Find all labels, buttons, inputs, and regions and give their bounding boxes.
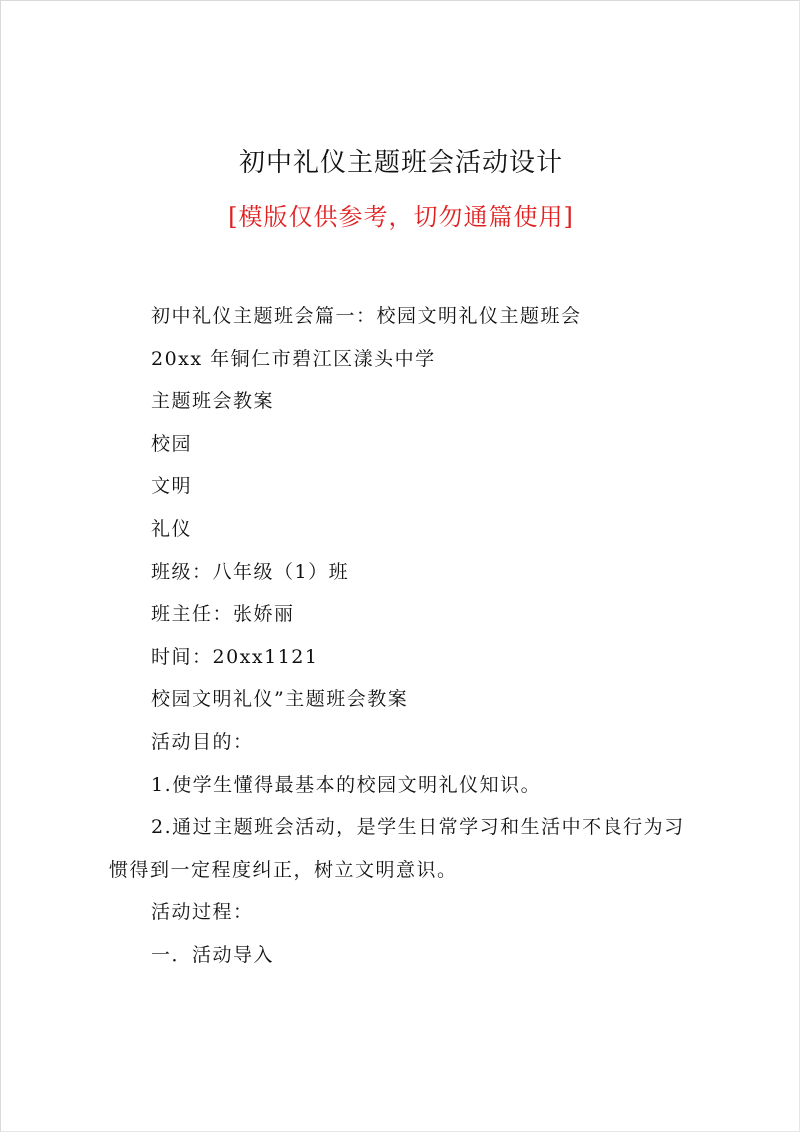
paragraph: 一．活动导入: [151, 943, 275, 966]
document-title: 初中礼仪主题班会活动设计: [238, 148, 563, 178]
paragraph-line: 2.通过主题班会活动，是学生日常学习和生活中不良行为习: [151, 816, 685, 839]
document-body: [109, 297, 711, 979]
paragraph: 时间：20xx1121: [151, 645, 319, 668]
paragraph: 主题班会教案: [151, 390, 275, 413]
paragraph: 初中礼仪主题班会篇一：校园文明礼仪主题班会: [151, 305, 582, 327]
paragraph: 活动过程：: [151, 901, 254, 924]
document-subtitle: [模版仅供参考，切勿通篇使用]: [228, 203, 574, 231]
paragraph-line-continued: 惯得到一定程度纠正，树立文明意识。: [109, 858, 458, 881]
paragraph: 活动目的：: [151, 730, 254, 753]
paragraph: 文明: [151, 475, 193, 498]
paragraph-multiline: [109, 808, 711, 889]
paragraph: 20xx 年铜仁市碧江区漾头中学: [151, 347, 436, 370]
paragraph: 校园文明礼仪”主题班会教案: [151, 688, 409, 711]
paragraph: 校园: [151, 432, 193, 455]
paragraph: 1.使学生懂得最基本的校园文明礼仪知识。: [151, 773, 542, 796]
paragraph: 礼仪: [151, 517, 193, 540]
paragraph: 班主任：张娇丽: [151, 603, 295, 626]
paragraph: 班级：八年级（1）班: [151, 560, 350, 583]
